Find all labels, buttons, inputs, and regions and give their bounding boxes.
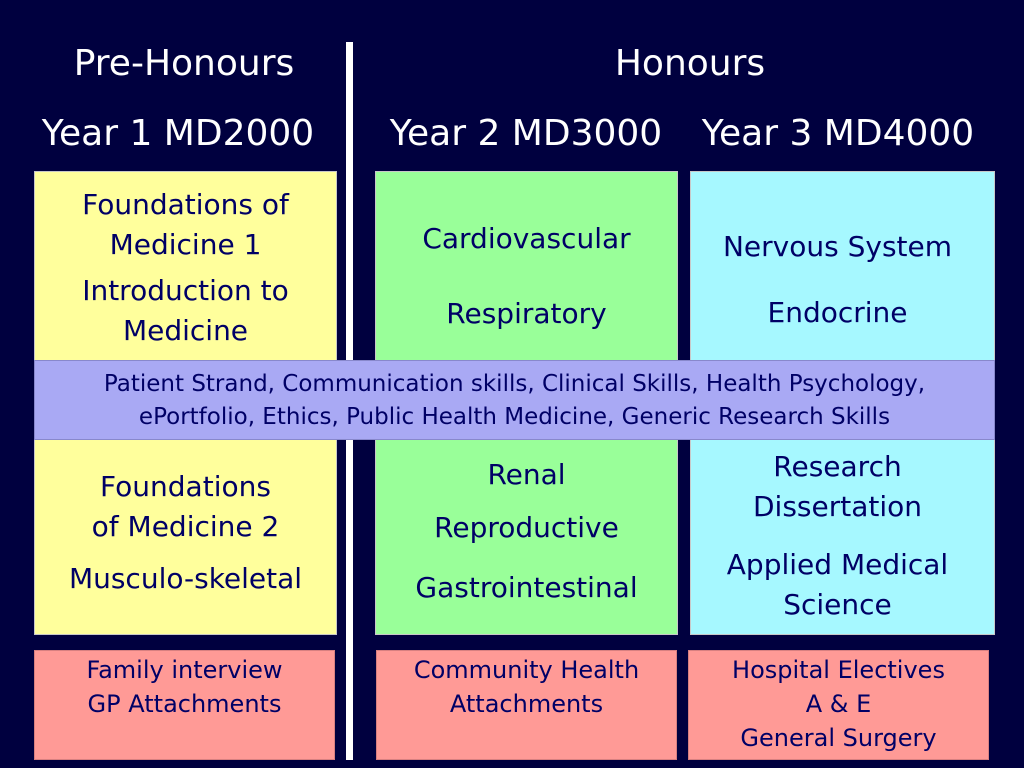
patient-strand-band xyxy=(34,360,995,440)
year3-applied-line2: Science xyxy=(783,588,892,621)
year1-intro-line2: Medicine xyxy=(122,314,249,347)
year3-placement-line2: A & E xyxy=(805,690,872,718)
year1-foundations2-line1: Foundations xyxy=(100,470,271,503)
strand-line2: ePortfolio, Ethics, Public Health Medicine, Generic Research Skills xyxy=(138,404,891,430)
year1-placement-line2: GP Attachments xyxy=(87,690,282,718)
year1-foundations1-line1: Foundations of xyxy=(82,188,289,221)
year2-placement-line2: Attachments xyxy=(449,690,604,718)
year3-applied-line1: Applied Medical xyxy=(726,548,949,581)
year1-foundations2-line2: of Medicine 2 xyxy=(91,510,280,543)
year2-renal: Renal xyxy=(487,458,566,491)
year2-heading: Year 2 MD3000 xyxy=(389,113,663,154)
year1-placement-line1: Family interview xyxy=(86,656,283,684)
year3-heading: Year 3 MD4000 xyxy=(701,113,975,154)
year2-gastrointestinal: Gastrointestinal xyxy=(415,571,638,604)
year1-foundations1-line2: Medicine 1 xyxy=(109,228,262,261)
year2-cardiovascular: Cardiovascular xyxy=(422,222,631,255)
year3-placement-line3: General Surgery xyxy=(740,724,937,752)
year3-research-line2: Dissertation xyxy=(752,490,923,523)
year3-nervous-system: Nervous System xyxy=(722,230,953,263)
honours-heading: Honours xyxy=(614,43,766,84)
strand-line1: Patient Strand, Communication skills, Clinical Skills, Health Psychology, xyxy=(103,371,926,397)
year2-respiratory: Respiratory xyxy=(446,297,607,330)
year2-placement-line1: Community Health xyxy=(413,656,640,684)
year1-intro-line1: Introduction to xyxy=(82,274,289,307)
year1-heading: Year 1 MD2000 xyxy=(41,113,315,154)
year1-musculoskeletal: Musculo-skeletal xyxy=(68,562,303,595)
year3-endocrine: Endocrine xyxy=(767,296,908,329)
pre-honours-heading: Pre-Honours xyxy=(73,43,295,84)
year3-research-line1: Research xyxy=(773,450,902,483)
year2-reproductive: Reproductive xyxy=(434,511,619,544)
year3-placement-line1: Hospital Electives xyxy=(732,656,945,684)
